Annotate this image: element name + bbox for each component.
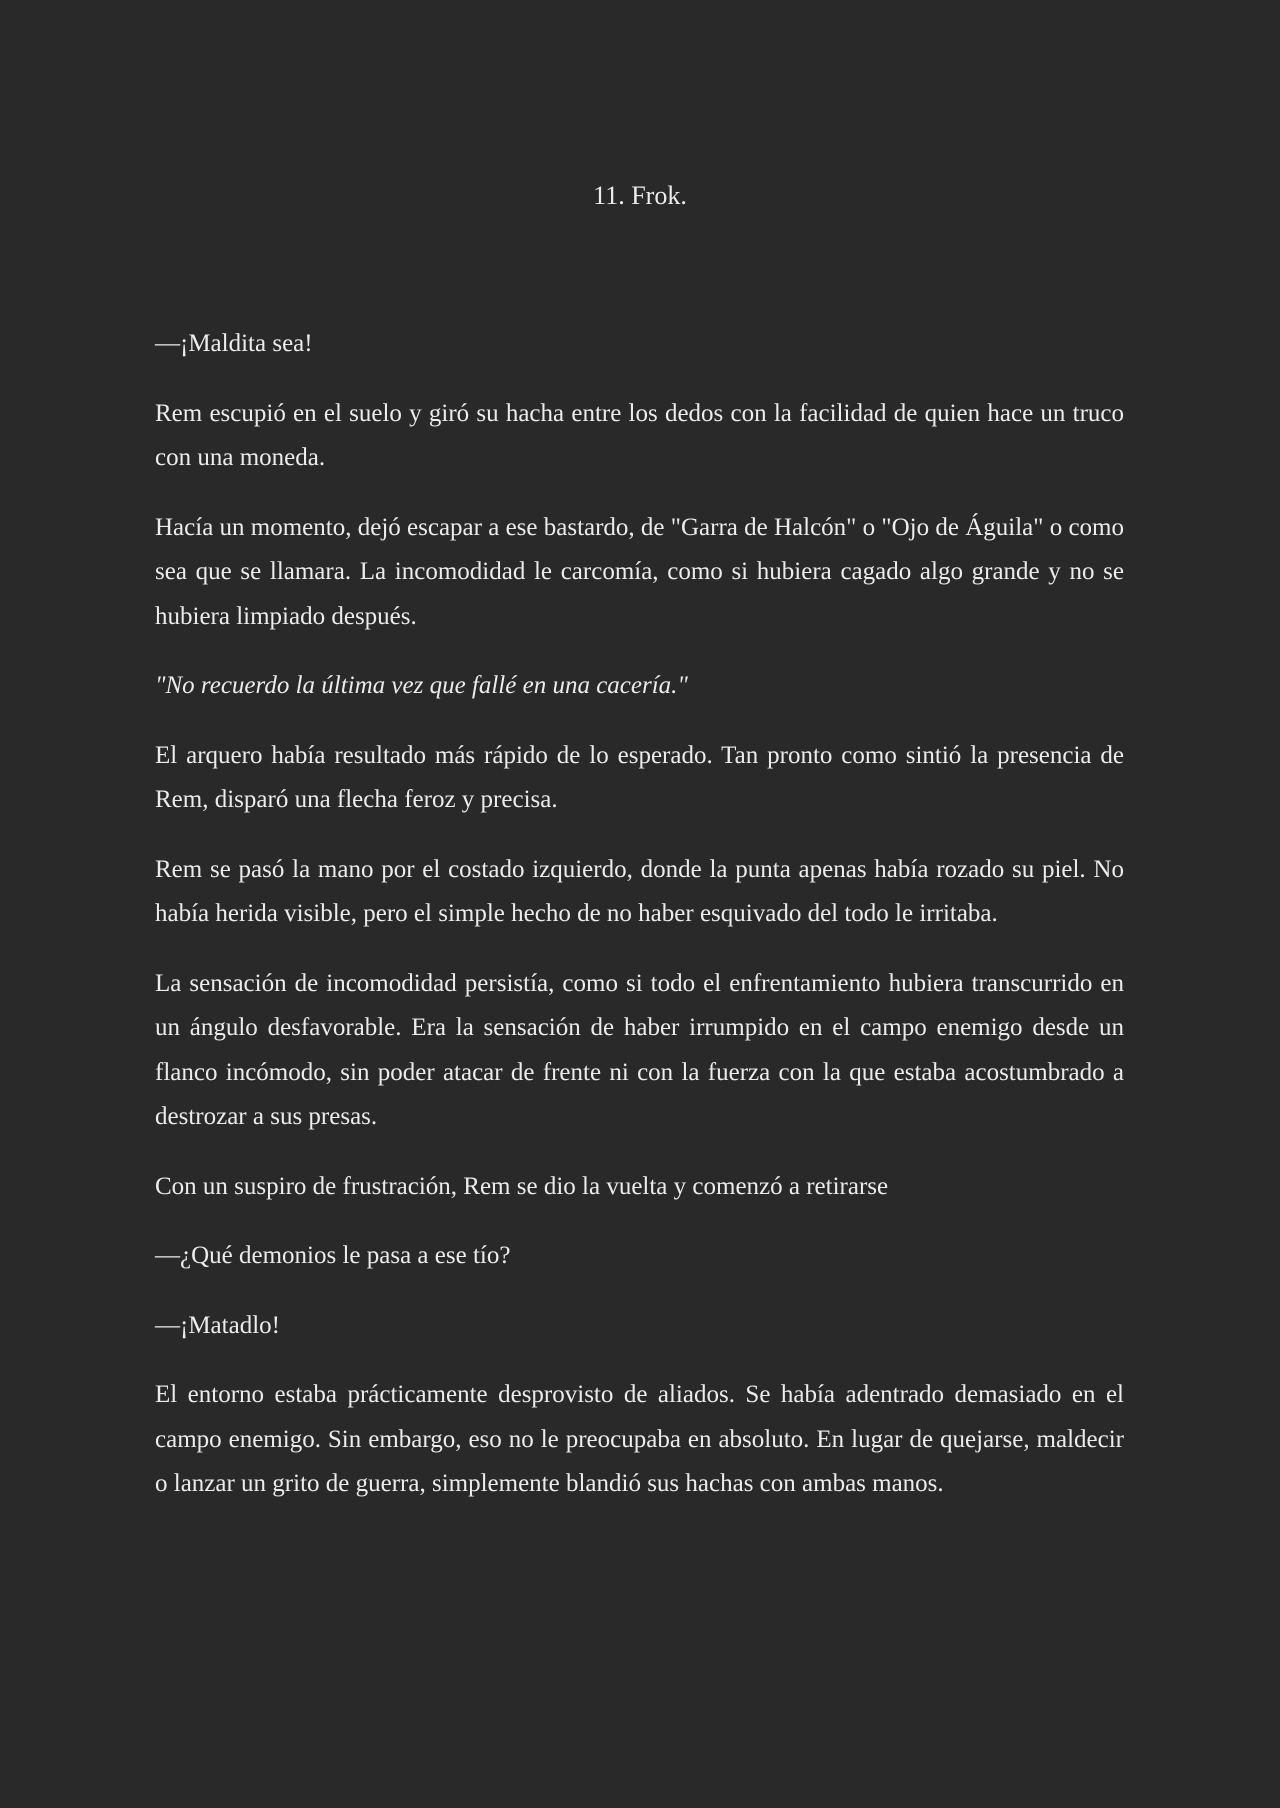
paragraph-thought: "No recuerdo la última vez que fallé en una cacería." (155, 672, 688, 699)
paragraph-dialogue: —¿Qué demonios le pasa a ese tío? (155, 1242, 511, 1269)
paragraph: El arquero había resultado más rápido de lo esperado. Tan pronto como sintió la presencia de Rem, disparó una flecha feroz y precisa. (155, 741, 1124, 813)
paragraph: Hacía un momento, dejó escapar a ese bastardo, de "Garra de Halcón" o "Ojo de Águila" o como sea que se llamara. La incomodidad le carcomía, como si hubiera cagado algo grande y no se hubiera limpiado después. (155, 513, 1124, 630)
paragraph: La sensación de incomodidad persistía, como si todo el enfrentamiento hubiera transcurrido en un ángulo desfavorable. Era la sensación de haber irrumpido en el campo enemigo desde un flanco incómodo, sin poder atacar de frente ni con la fuerza con la que estaba acostumbrado a destrozar a sus presas. (155, 969, 1124, 1130)
paragraph: Rem se pasó la mano por el costado izquierdo, donde la punta apenas había rozado su piel. No había herida visible, pero el simple hecho de no haber esquivado del todo le irritaba. (155, 855, 1124, 927)
paragraph-dialogue: —¡Matadlo! (155, 1311, 280, 1339)
paragraph: El entorno estaba prácticamente desprovisto de aliados. Se había adentrado demasiado en el campo enemigo. Sin embargo, eso no le preocupaba en absoluto. En lugar de quejarse, maldecir o lanzar un grito de guerra, simplemente blandió sus hachas con ambas manos. (155, 1381, 1124, 1497)
paragraph-dialogue: —¡Maldita sea! (155, 330, 313, 357)
chapter-title: 11. Frok. (593, 181, 687, 210)
chapter-body (155, 322, 1124, 1532)
paragraph: Rem escupió en el suelo y giró su hacha entre los dedos con la facilidad de quien hace un truco con una moneda. (155, 399, 1124, 471)
paragraph: Con un suspiro de frustración, Rem se dio la vuelta y comenzó a retirarse (155, 1172, 889, 1200)
